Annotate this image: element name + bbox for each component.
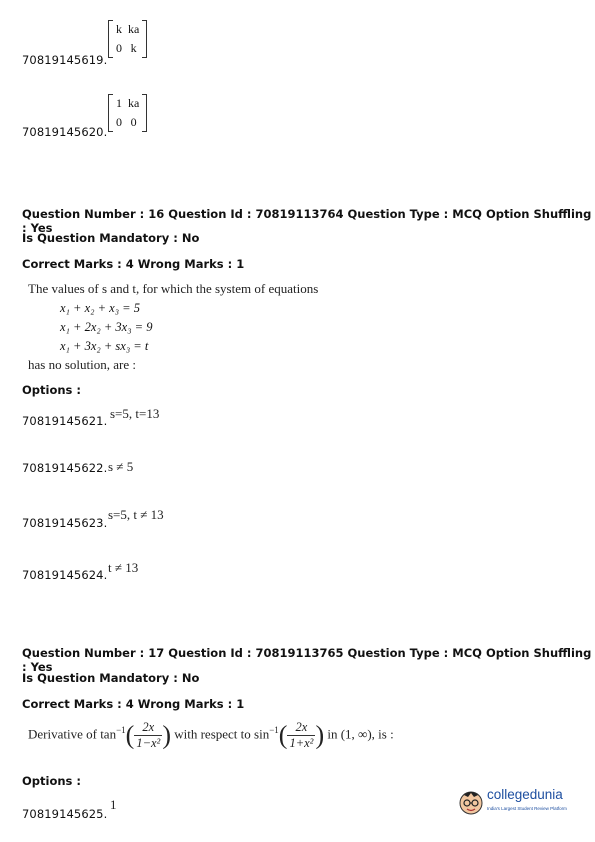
- matrix-option: [108, 94, 147, 132]
- question-header: Question Number : 17 Question Id : 70819113765 Question Type : MCQ Option Shuffling : Yes: [22, 646, 592, 674]
- mascot-icon: [456, 786, 486, 816]
- matrix-cell: ka: [128, 96, 140, 110]
- superscript: −1: [269, 725, 279, 736]
- matrix-cell: 1: [116, 96, 122, 110]
- option-text[interactable]: s=5, t ≠ 13: [108, 507, 164, 522]
- matrix-cell: 0: [116, 41, 122, 55]
- question-marks: Correct Marks : 4 Wrong Marks : 1: [22, 697, 245, 711]
- equation-3: x₁ + 3x₂ + sx₃ = t: [60, 339, 149, 353]
- option-text[interactable]: 1: [110, 797, 117, 812]
- paren-close: ): [315, 720, 325, 750]
- superscript: −1: [116, 725, 126, 736]
- option-text[interactable]: s=5, t=13: [110, 406, 160, 421]
- collegedunia-logo: [456, 786, 574, 816]
- option-id: 70819145621.: [22, 414, 108, 428]
- question-mandatory: Is Question Mandatory : No: [22, 231, 200, 245]
- matrix-cell: k: [116, 22, 122, 36]
- paren-open: (: [125, 720, 135, 750]
- fraction-numerator: 2x: [134, 720, 162, 736]
- equation-2: x₁ + 2x₂ + 3x₃ = 9: [60, 320, 153, 334]
- option-id: 70819145623.: [22, 516, 108, 530]
- question-marks: Correct Marks : 4 Wrong Marks : 1: [22, 257, 245, 271]
- fraction: [287, 720, 315, 751]
- fraction-numerator: 2x: [287, 720, 315, 736]
- option-id: 70819145622.: [22, 461, 108, 475]
- matrix-option: [108, 20, 147, 58]
- fraction: [134, 720, 162, 751]
- paren-open: (: [278, 720, 288, 750]
- matrix-cell: 0: [116, 115, 122, 129]
- stem-text: with respect to sin: [174, 726, 270, 742]
- option-id: 70819145619.: [22, 53, 108, 67]
- question-stem-end: has no solution, are :: [28, 357, 136, 372]
- fraction-denominator: 1+x²: [289, 736, 314, 750]
- option-text[interactable]: s ≠ 5: [108, 459, 134, 474]
- stem-text: Derivative of tan: [28, 726, 117, 742]
- matrix-cell: 0: [130, 115, 137, 129]
- option-id: 70819145624.: [22, 568, 108, 582]
- option-id: 70819145625.: [22, 807, 108, 821]
- options-label: Options :: [22, 383, 81, 397]
- option-text[interactable]: t ≠ 13: [108, 560, 139, 575]
- question-stem: [28, 720, 394, 751]
- paren-close: ): [162, 720, 171, 750]
- options-label: Options :: [22, 774, 81, 788]
- matrix-cell: ka: [128, 22, 140, 36]
- fraction-denominator: 1−x²: [136, 736, 161, 750]
- logo-brand: collegedunia: [487, 787, 563, 802]
- equation-1: x₁ + x₂ + x₃ = 5: [60, 301, 140, 315]
- matrix-cell: k: [130, 41, 137, 55]
- question-header: Question Number : 16 Question Id : 70819113764 Question Type : MCQ Option Shuffling : Yes: [22, 207, 592, 235]
- question-mandatory: Is Question Mandatory : No: [22, 671, 200, 685]
- option-id: 70819145620.: [22, 125, 108, 139]
- logo-tagline: India's Largest Student Review Platform: [487, 806, 567, 811]
- stem-text: in (1, ∞), is :: [327, 726, 394, 742]
- question-stem: The values of s and t, for which the system of equations: [28, 281, 319, 296]
